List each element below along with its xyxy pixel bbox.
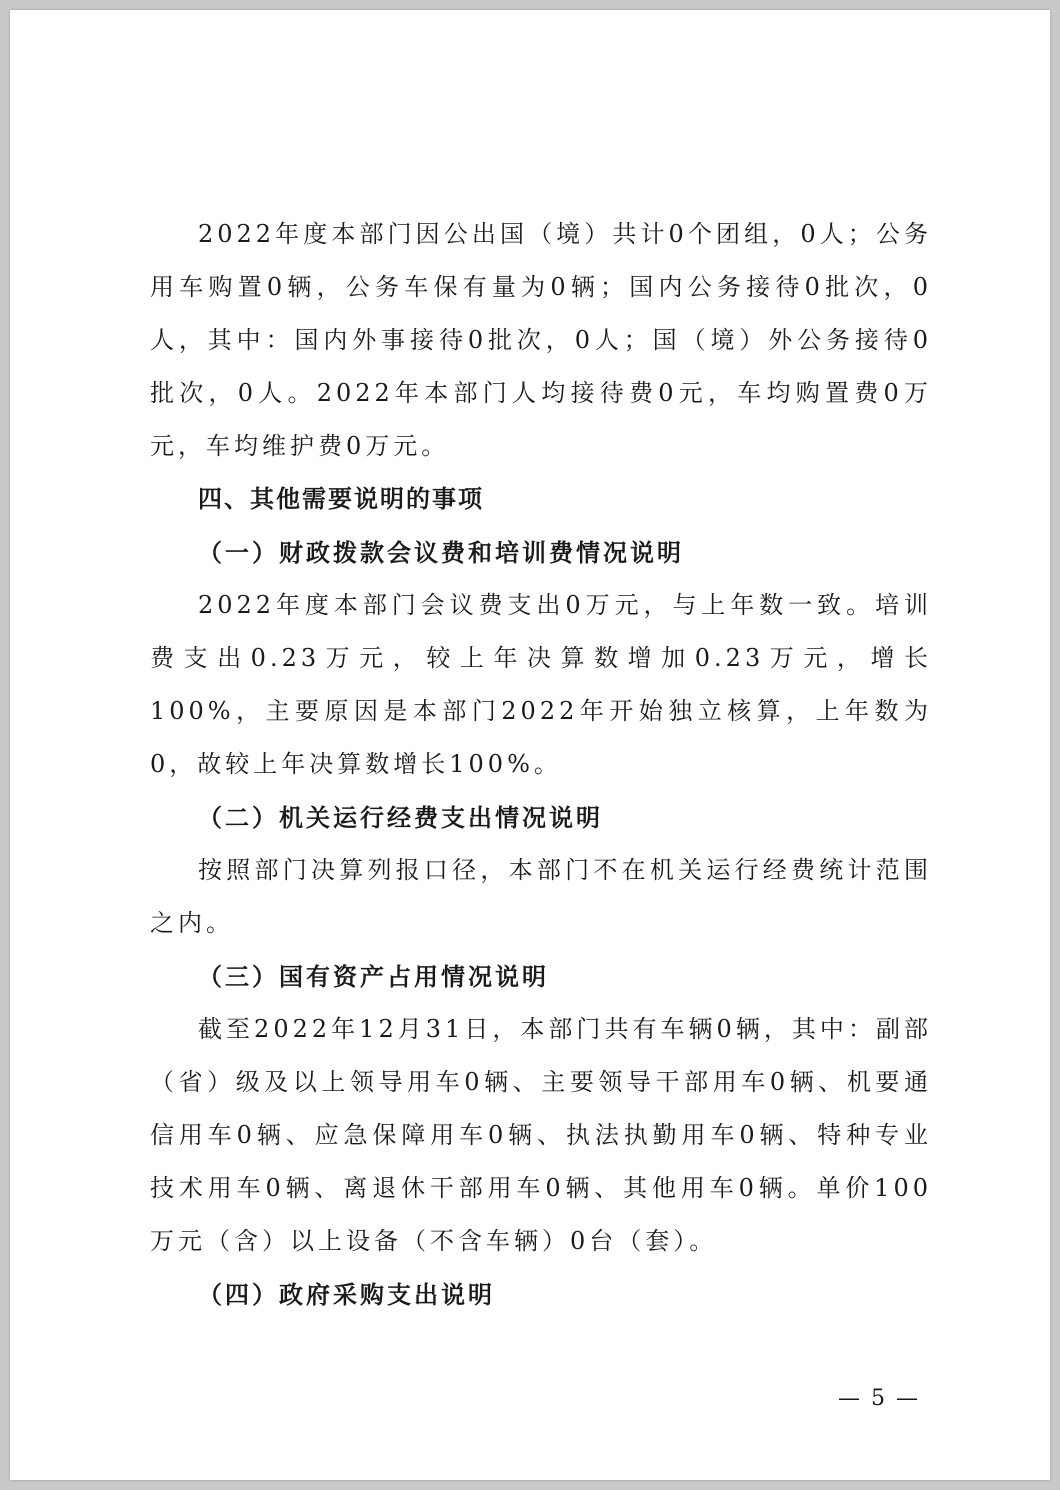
document-page xyxy=(10,10,1050,1480)
section-heading-other-matters: 四、其他需要说明的事项 xyxy=(198,485,484,513)
page-number: — 5 — xyxy=(838,1386,920,1411)
paragraph-meeting-training-fees: 2022年度本部门会议费支出0万元，与上年数一致。培训费支出0.23万元，较上年决算数增加0.23万元，增长100%，主要原因是本部门2022年开始独立核算，上年数为0，故较上年决算数增长100%。 xyxy=(150,591,932,778)
subsection-heading-operating-costs: （二）机关运行经费支出情况说明 xyxy=(198,803,603,832)
paragraph-state-assets: 截至2022年12月31日，本部门共有车辆0辆，其中：副部（省）级及以上领导用车0辆、主要领导干部用车0辆、机要通信用车0辆、应急保障用车0辆、执法执勤用车0辆、特种专业技术用车0辆、离退休干部用车0辆、其他用车0辆。单价100万元（含）以上设备（不含车辆）0台（套）。 xyxy=(150,1015,932,1255)
document-body xyxy=(150,208,932,1321)
subsection-heading-state-assets: （三）国有资产占用情况说明 xyxy=(198,962,549,991)
subsection-heading-meeting-training: （一）财政拨款会议费和培训费情况说明 xyxy=(198,538,684,567)
paragraph-foreign-travel-vehicles-reception: 2022年度本部门因公出国（境）共计0个团组，0人；公务用车购置0辆，公务车保有量为0辆；国内公务接待0批次，0人，其中：国内外事接待0批次，0人；国（境）外公务接待0批次，0人。2022年本部门人均接待费0元，车均购置费0万元，车均维护费0万元。 xyxy=(150,220,932,460)
paragraph-operating-costs: 按照部门决算列报口径，本部门不在机关运行经费统计范围之内。 xyxy=(150,856,932,937)
subsection-heading-procurement: （四）政府采购支出说明 xyxy=(198,1280,495,1309)
